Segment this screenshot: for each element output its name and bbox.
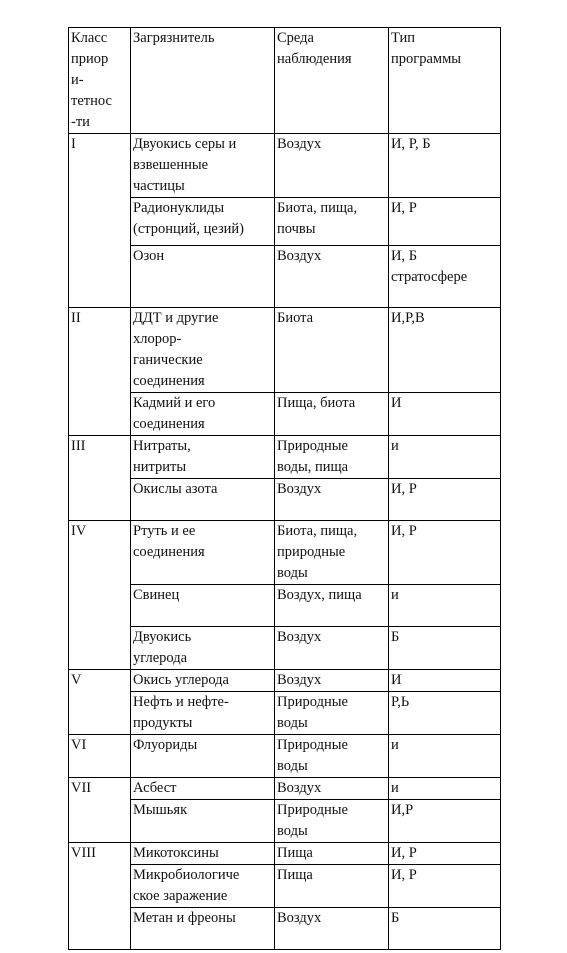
table-row [69,865,501,908]
pollutant-text: Двуокись углерода [133,629,192,666]
observation-medium-cell [275,134,389,198]
pollutant-text: Микотоксины [133,845,219,861]
pollutant-cell [131,585,275,627]
observation-medium-cell [275,198,389,246]
observation-medium-text: Природные воды [277,802,348,839]
observation-medium-cell [275,735,389,778]
program-type-text: и [391,438,399,454]
priority-class-cell [69,843,131,950]
observation-medium-cell [275,670,389,692]
observation-medium-text: Воздух [277,672,322,688]
pollutant-cell [131,670,275,692]
pollutant-cell [131,735,275,778]
table-row [69,692,501,735]
program-type-cell [389,627,501,670]
priority-class-cell [69,308,131,436]
observation-medium-text: Воздух [277,481,322,497]
table-row [69,843,501,865]
program-type-cell [389,246,501,308]
program-type-text: И [391,395,402,411]
priority-pollutants-table [68,27,501,950]
table-row [69,308,501,393]
observation-medium-cell [275,800,389,843]
pollutant-text: Радионуклиды (стронций, цезий) [133,200,245,237]
program-type-cell [389,585,501,627]
pollutant-text: Нефть и нефте- продукты [133,694,229,731]
pollutant-cell [131,308,275,393]
program-type-text: И,Р [391,802,414,818]
program-type-text: И, Б стратосфере [391,248,468,285]
program-type-text: и [391,737,399,753]
program-type-text: И,Р,В [391,310,425,326]
header-cell-program-type [389,28,501,134]
pollutant-cell [131,627,275,670]
table-row [69,778,501,800]
program-type-text: И, Р, Б [391,136,431,152]
priority-class-cell [69,778,131,843]
pollutant-text: Свинец [133,587,180,603]
program-type-text: Б [391,629,400,645]
program-type-cell [389,735,501,778]
program-type-cell [389,198,501,246]
pollutant-text: Ртуть и ее соединения [133,523,205,560]
program-type-text: И, Р [391,845,417,861]
program-type-cell [389,436,501,479]
program-type-text: И, Р [391,523,417,539]
observation-medium-cell [275,436,389,479]
priority-class-cell [69,735,131,778]
observation-medium-text: Биота [277,310,314,326]
pollutant-text: Озон [133,248,165,264]
table-row [69,670,501,692]
priority-class-text: II [71,310,81,326]
program-type-cell [389,670,501,692]
pollutant-text: Кадмий и его соединения [133,395,216,432]
pollutant-text: Окись углерода [133,672,229,688]
pollutant-text: Микробиологиче ское заражение [133,867,240,904]
observation-medium-text: Биота, пища, почвы [277,200,358,237]
pollutant-cell [131,521,275,585]
table-row [69,393,501,436]
pollutant-cell [131,479,275,521]
observation-medium-cell [275,585,389,627]
pollutant-text: Окислы азота [133,481,218,497]
header-cell-medium [275,28,389,134]
program-type-cell [389,865,501,908]
table-row [69,908,501,950]
pollutant-text: Метан и фреоны [133,910,236,926]
observation-medium-cell [275,308,389,393]
program-type-cell [389,778,501,800]
header-medium-text: Среда наблюдения [277,30,352,67]
program-type-cell [389,692,501,735]
priority-class-cell [69,134,131,308]
program-type-text: И [391,672,402,688]
table-row [69,436,501,479]
observation-medium-cell [275,692,389,735]
program-type-cell [389,843,501,865]
program-type-cell [389,800,501,843]
priority-class-cell [69,436,131,521]
observation-medium-text: Воздух [277,910,322,926]
program-type-text: И, Р [391,200,417,216]
priority-class-text: VII [71,780,92,796]
program-type-text: И, Р [391,481,417,497]
observation-medium-cell [275,865,389,908]
observation-medium-cell [275,246,389,308]
pollutant-cell [131,865,275,908]
pollutant-cell [131,778,275,800]
observation-medium-text: Пища [277,867,313,883]
observation-medium-cell [275,843,389,865]
observation-medium-text: Биота, пища, природные воды [277,523,358,581]
pollutant-cell [131,800,275,843]
program-type-cell [389,134,501,198]
priority-class-text: I [71,136,76,152]
observation-medium-text: Воздух [277,780,322,796]
pollutant-cell [131,198,275,246]
priority-class-text: III [71,438,86,454]
header-priority-class-text: Класс приор и- тетнос -ти [71,30,112,130]
program-type-cell [389,521,501,585]
header-row [69,28,501,134]
header-program-type-text: Тип программы [391,30,461,67]
pollutant-text: Двуокись серы и взвешенные частицы [133,136,237,194]
pollutant-text: Мышьяк [133,802,188,818]
observation-medium-cell [275,521,389,585]
priority-class-text: VIII [71,845,96,861]
observation-medium-text: Природные воды, пища [277,438,349,475]
table-row [69,521,501,585]
table-row [69,627,501,670]
table-row [69,479,501,521]
observation-medium-cell [275,778,389,800]
pollutant-text: Асбест [133,780,177,796]
program-type-text: и [391,587,399,603]
priority-class-cell [69,670,131,735]
observation-medium-cell [275,908,389,950]
table-row [69,198,501,246]
program-type-cell [389,308,501,393]
pollutant-cell [131,908,275,950]
observation-medium-text: Пища [277,845,313,861]
observation-medium-text: Природные воды [277,737,348,774]
table-row [69,134,501,198]
program-type-text: И, Р [391,867,417,883]
program-type-text: Р,Ь [391,694,410,710]
program-type-text: и [391,780,399,796]
table-row [69,735,501,778]
table-row [69,585,501,627]
table-row [69,246,501,308]
observation-medium-cell [275,393,389,436]
pollutant-cell [131,843,275,865]
pollutant-cell [131,246,275,308]
pollutant-cell [131,436,275,479]
observation-medium-text: Природные воды [277,694,348,731]
observation-medium-text: Воздух [277,629,322,645]
priority-class-text: IV [71,523,87,539]
program-type-cell [389,908,501,950]
observation-medium-text: Воздух [277,248,322,264]
header-cell-pollutant [131,28,275,134]
priority-class-text: VI [71,737,87,753]
program-type-cell [389,479,501,521]
observation-medium-cell [275,479,389,521]
pollutant-text: ДДТ и другие хлорор- ганические соединения [133,310,219,389]
pollutant-text: Флуориды [133,737,198,753]
priority-class-text: V [71,672,82,688]
observation-medium-text: Пища, биота [277,395,356,411]
pollutant-cell [131,134,275,198]
table-row [69,800,501,843]
observation-medium-text: Воздух [277,136,322,152]
observation-medium-text: Воздух, пища [277,587,362,603]
pollutant-cell [131,692,275,735]
priority-class-cell [69,521,131,670]
table-body [69,28,501,950]
observation-medium-cell [275,627,389,670]
program-type-text: Б [391,910,400,926]
program-type-cell [389,393,501,436]
header-cell-priority-class [69,28,131,134]
pollutant-cell [131,393,275,436]
header-pollutant-text: Загрязнитель [133,30,215,46]
pollutant-text: Нитраты, нитриты [133,438,191,475]
